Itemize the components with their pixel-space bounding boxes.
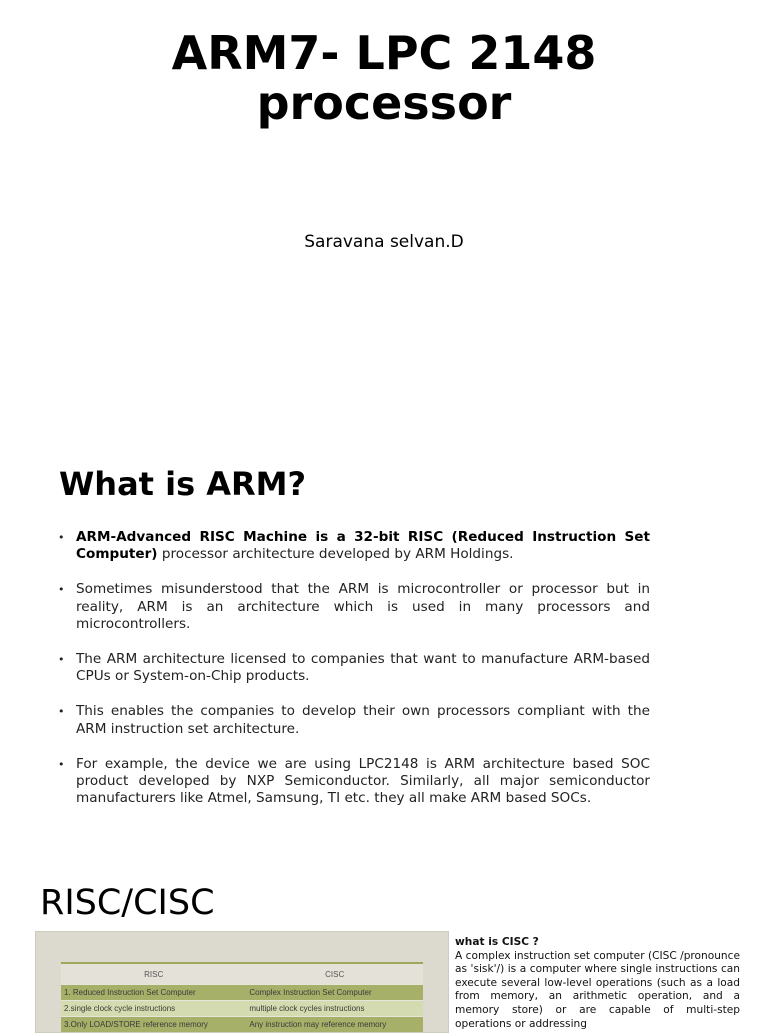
bullet-bold-text: ARM-Advanced RISC Machine is a 32-bit RISC (Reduced Instruction Set Computer)	[76, 529, 650, 563]
section-heading-risc-cisc: RISC/CISC	[40, 883, 215, 923]
cisc-text: A complex instruction set computer (CISC /pronounce as 'sisk'/) is a computer where single instructions can execute several low-level operations (such as a load from memory, an arithmetic operation, and a memory store) or are capable of multi-step operations or addressing	[455, 949, 740, 1030]
table-row	[61, 985, 423, 1001]
section-heading-what-is-arm: What is ARM?	[59, 465, 307, 503]
table-cell: multiple clock cycles instructions	[246, 1001, 423, 1017]
table-row	[61, 1001, 423, 1017]
bullet-item	[58, 703, 650, 738]
bullet-item	[58, 529, 650, 564]
table-cell: Any instruction may reference memory	[246, 1017, 423, 1033]
risc-cisc-table	[61, 962, 423, 1032]
author-name: Saravana selvan.D	[304, 232, 464, 252]
table-header-row	[61, 963, 423, 985]
bullet-item	[58, 756, 650, 808]
table-row	[61, 1017, 423, 1033]
table-cell: 1. Reduced Instruction Set Computer	[61, 985, 246, 1001]
bullet-text: Sometimes misunderstood that the ARM is microcontroller or processor but in reality, ARM is an architecture which is used in many processors and microcontrollers.	[76, 581, 650, 633]
table-header-cisc: CISC	[246, 963, 423, 985]
cisc-question: what is CISC ?	[455, 936, 539, 948]
slide-title-line-2: processor	[256, 76, 512, 130]
slide-title-line-1: ARM7- LPC 2148	[171, 26, 597, 80]
bullet-text: This enables the companies to develop their own processors compliant with the ARM instruction set architecture.	[76, 703, 650, 737]
bullet-item	[58, 581, 650, 633]
risc-cisc-table-image	[35, 931, 449, 1033]
slide-title	[0, 28, 768, 128]
table-cell: 2.single clock cycle instructions	[61, 1001, 246, 1017]
table-cell: 3.Only LOAD/STORE reference memory	[61, 1017, 246, 1033]
table-cell: Complex Instruction Set Computer	[246, 985, 423, 1001]
bullet-list	[58, 529, 650, 825]
cisc-description	[455, 936, 740, 1031]
bullet-text: processor architecture developed by ARM Holdings.	[157, 546, 514, 563]
table-header-risc: RISC	[61, 963, 246, 985]
bullet-text: For example, the device we are using LPC2148 is ARM architecture based SOC product developed by NXP Semiconductor. Similarly, all major semiconductor manufacturers like Atmel, Samsung, TI etc. they all make ARM based SOCs.	[76, 755, 650, 807]
bullet-item	[58, 651, 650, 686]
bullet-text: The ARM architecture licensed to companies that want to manufacture ARM-based CPUs or System-on-Chip products.	[76, 651, 650, 685]
